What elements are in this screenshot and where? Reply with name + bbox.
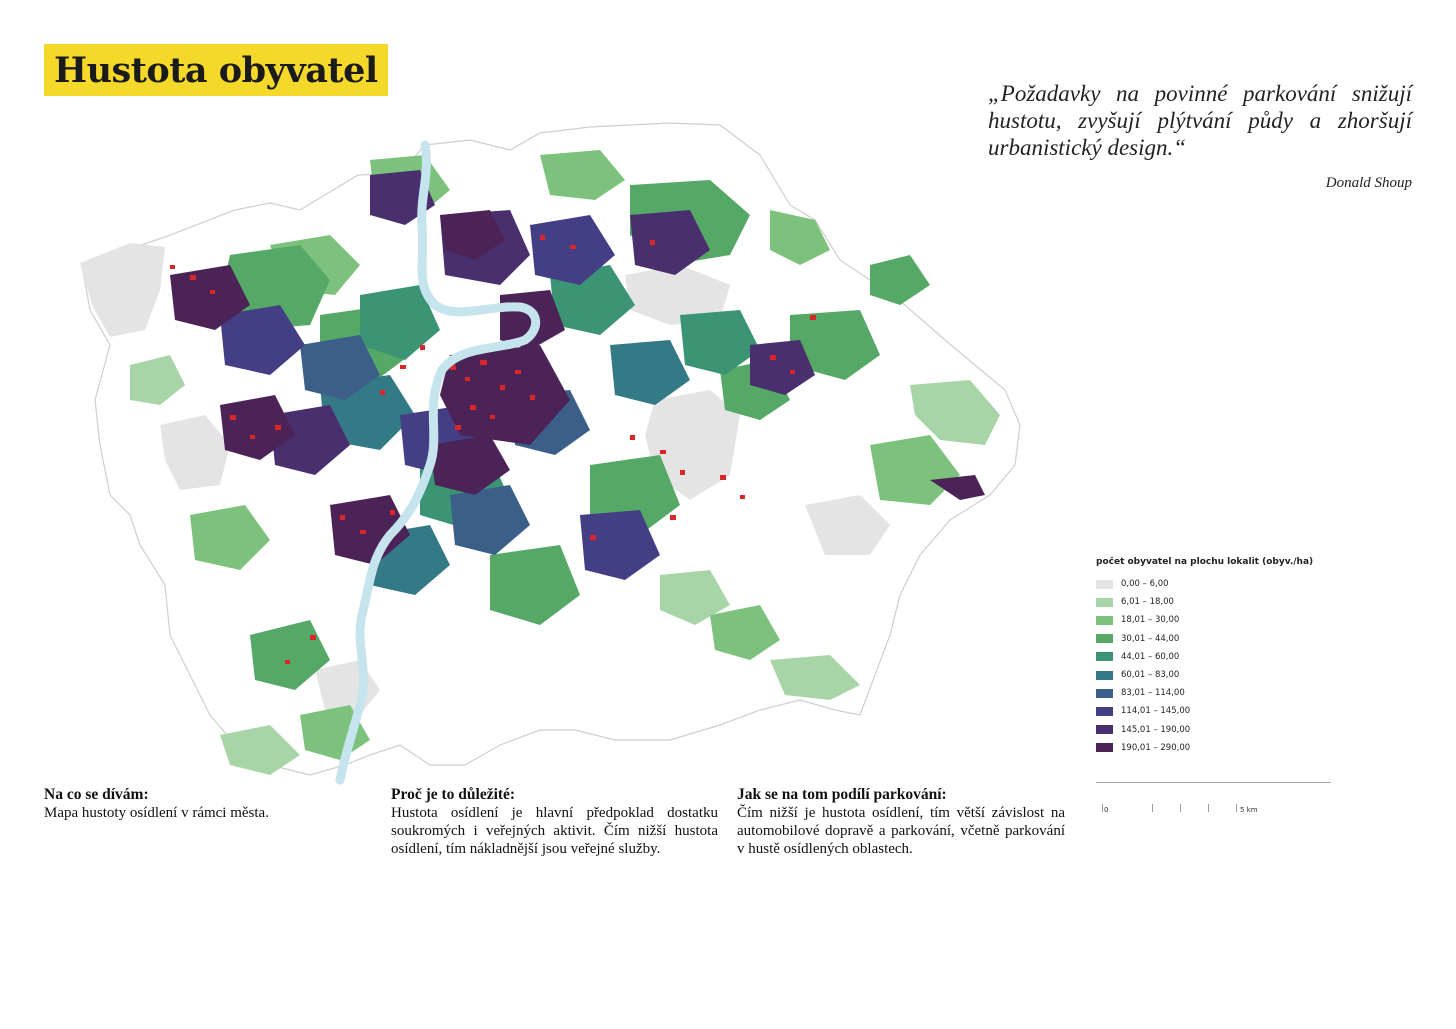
info-column-3 <box>737 786 1065 858</box>
density-map <box>70 115 1040 785</box>
quote-text: „Požadavky na povinné parkování snižují hustotu, zvyšují plýtvání půdy a zhoršují urbanistický design.“ <box>988 81 1412 160</box>
legend-swatch <box>1096 689 1113 698</box>
info-heading-3: Jak se na tom podílí parkování: <box>737 786 947 803</box>
legend-label: 18,01 – 30,00 <box>1121 615 1180 626</box>
scale-bar <box>1096 782 1332 822</box>
legend-title: počet obyvatel na plochu lokalit (obyv./ha) <box>1096 557 1314 567</box>
scale-line <box>1096 782 1331 783</box>
legend-item <box>1096 630 1313 648</box>
legend <box>1096 557 1313 757</box>
scale-tick <box>1236 804 1237 812</box>
scale-tick <box>1102 804 1103 812</box>
scale-tick <box>1152 804 1153 812</box>
info-text-2: Hustota osídlení je hlavní předpoklad dostatku soukromých i veřejných aktivit. Čím nižší hustota osídlení, tím nákladnější jsou veřejné služby. <box>391 805 718 857</box>
legend-swatch <box>1096 598 1113 607</box>
legend-swatch <box>1096 725 1113 734</box>
legend-item <box>1096 739 1313 757</box>
legend-label: 44,01 – 60,00 <box>1121 651 1180 662</box>
legend-label: 114,01 – 145,00 <box>1121 706 1191 717</box>
legend-label: 30,01 – 44,00 <box>1121 633 1180 644</box>
legend-swatch <box>1096 671 1113 680</box>
legend-swatch <box>1096 743 1113 752</box>
legend-swatch <box>1096 616 1113 625</box>
legend-label: 60,01 – 83,00 <box>1121 670 1180 681</box>
info-text-3: Čím nižší je hustota osídlení, tím větší závislost na automobilové dopravě a parkování, včetně parkování v hustě osídlených oblastech. <box>737 805 1065 857</box>
legend-item <box>1096 721 1313 739</box>
info-heading-2: Proč je to důležité: <box>391 786 516 803</box>
page-title: Hustota obyvatel <box>54 49 378 91</box>
legend-rows <box>1096 575 1313 757</box>
legend-item <box>1096 648 1313 666</box>
title-box <box>44 44 388 96</box>
legend-label: 145,01 – 190,00 <box>1121 724 1191 735</box>
scale-start-label: 0 <box>1104 806 1109 814</box>
legend-swatch <box>1096 580 1113 589</box>
legend-swatch <box>1096 707 1113 716</box>
scale-end-label: 5 km <box>1240 806 1258 814</box>
legend-item <box>1096 702 1313 720</box>
info-column-1 <box>44 786 344 822</box>
info-column-2 <box>391 786 718 858</box>
quote-author: Donald Shoup <box>1325 175 1412 191</box>
legend-item <box>1096 611 1313 629</box>
legend-item <box>1096 575 1313 593</box>
scale-tick <box>1180 804 1181 812</box>
info-heading-1: Na co se dívám: <box>44 786 149 803</box>
legend-item <box>1096 684 1313 702</box>
legend-label: 190,01 – 290,00 <box>1121 742 1191 753</box>
legend-item <box>1096 666 1313 684</box>
legend-swatch <box>1096 652 1113 661</box>
legend-label: 6,01 – 18,00 <box>1121 597 1174 608</box>
legend-label: 83,01 – 114,00 <box>1121 688 1185 699</box>
legend-swatch <box>1096 634 1113 643</box>
info-text-1: Mapa hustoty osídlení v rámci města. <box>44 805 269 821</box>
legend-item <box>1096 593 1313 611</box>
legend-label: 0,00 – 6,00 <box>1121 579 1169 590</box>
scale-tick <box>1208 804 1209 812</box>
